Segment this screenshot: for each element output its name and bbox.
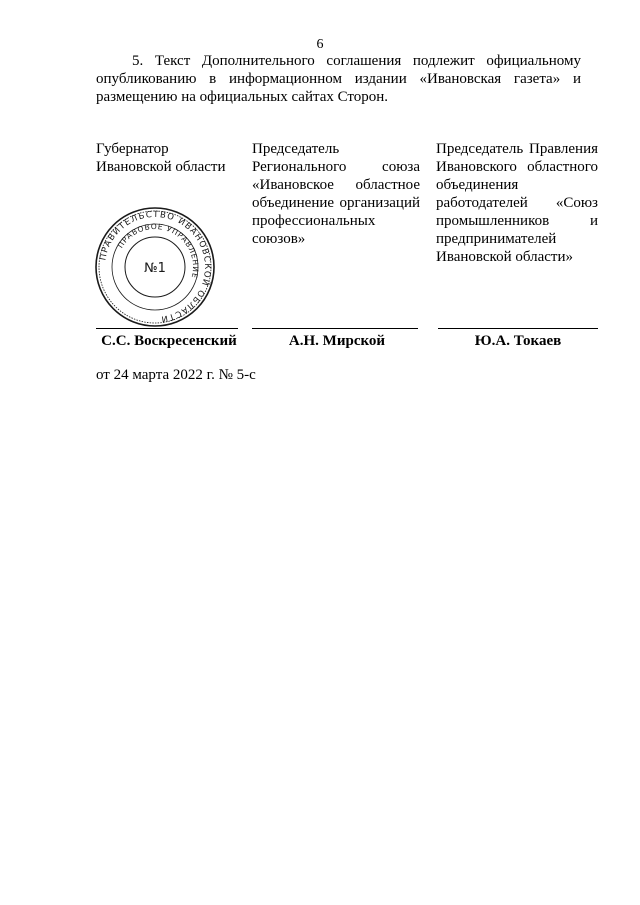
page-number: 6 xyxy=(316,37,324,52)
signatory-column-1 xyxy=(96,140,236,176)
signatory-column-2 xyxy=(252,140,420,248)
signature-line-1 xyxy=(96,328,238,329)
clause-paragraph: 5. Текст Дополнительного соглашения подлежит официальному опубликованию в информационном издании «Ивановская газета» и размещению на официальных сайтах Сторон. xyxy=(96,53,581,105)
signatory-name: А.Н. Мирской xyxy=(288,333,386,349)
signatory-column-3 xyxy=(436,140,598,266)
signatory-name: Ю.А. Токаев xyxy=(474,333,562,349)
official-seal xyxy=(94,206,216,328)
document-date-number: от 24 марта 2022 г. № 5-с xyxy=(96,367,256,383)
seal-number: №1 xyxy=(144,261,166,276)
seal-outer-text: ПРАВИТЕЛЬСТВО ИВАНОВСКОЙ ОБЛАСТИ xyxy=(98,209,213,324)
signatory-title: Председатель Регионального союза «Ивановское областное объединение организаций профессиональных союзов» xyxy=(252,141,420,247)
signatory-title: Председатель Правления Ивановского областного объединения работодателей «Союз промышленников и предпринимателей Ивановской области» xyxy=(436,141,598,265)
signatory-name: С.С. Воскресенский xyxy=(101,333,237,349)
signatory-title: Губернатор Ивановской области xyxy=(96,141,226,175)
signature-line-2 xyxy=(252,328,418,329)
signature-line-3 xyxy=(438,328,598,329)
seal-inner-text: ПРАВОВОЕ УПРАВЛЕНИЕ xyxy=(115,221,201,280)
